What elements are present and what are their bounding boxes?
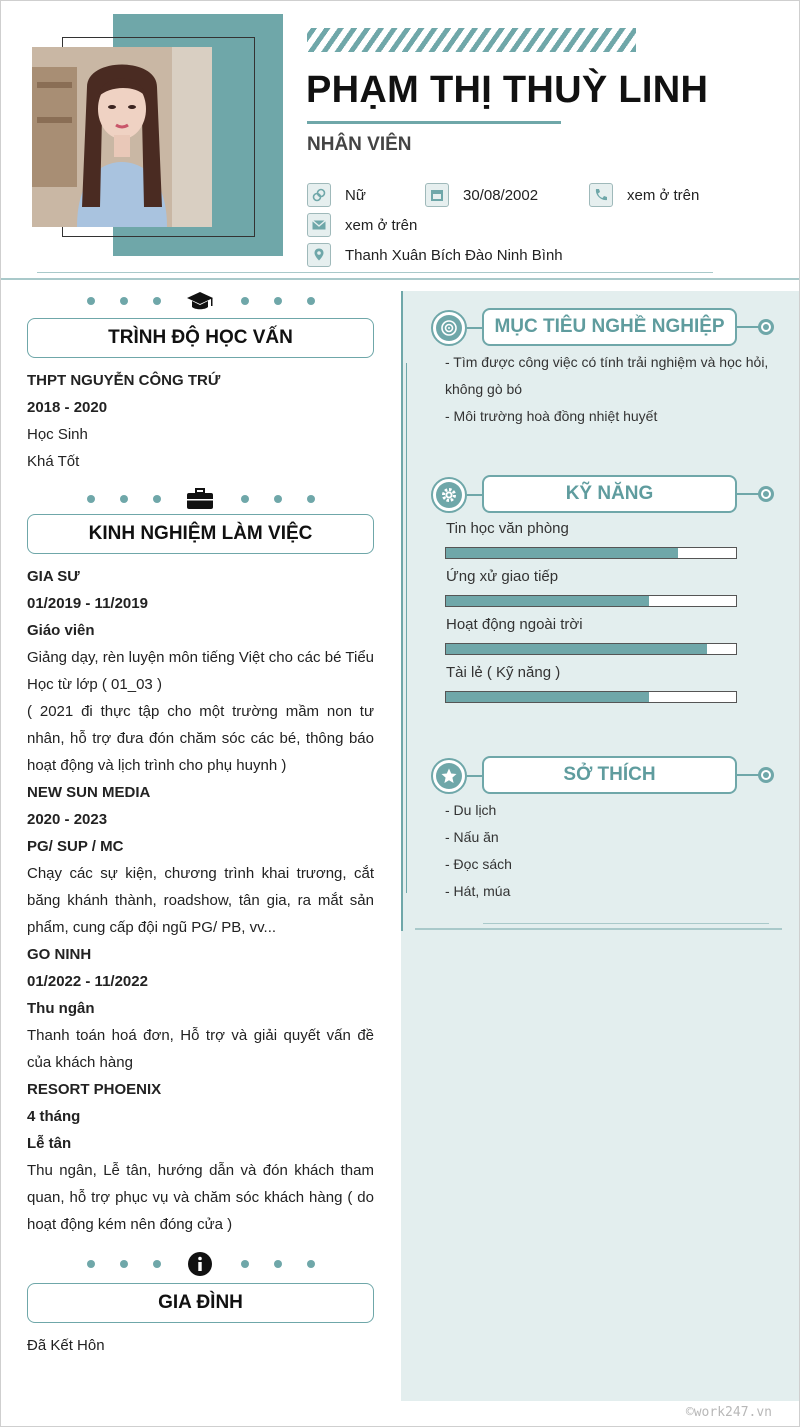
gender-icon	[307, 183, 331, 207]
skill-bar	[445, 643, 737, 655]
job-description: Thu ngân, Lễ tân, hướng dẫn và đón khách tham quan, hỗ trợ phục vụ và chăm sóc khách hàng ( do hoạt động kém nên đóng cửa )	[27, 1162, 374, 1233]
skill-name: Ứng xử giao tiếp	[446, 568, 559, 585]
job-position: Giáo viên	[27, 622, 95, 639]
experience-heading-decor	[81, 487, 321, 511]
skill-bar-fill	[446, 644, 707, 654]
education-period: 2018 - 2020	[27, 399, 108, 416]
address-value: Thanh Xuân Bích Đào Ninh Bình	[345, 246, 563, 264]
star-icon	[431, 758, 467, 794]
job-period: 4 tháng	[27, 1108, 81, 1125]
family-title: GIA ĐÌNH	[27, 1283, 374, 1323]
phone-value: xem ở trên	[627, 186, 700, 204]
header-divider	[1, 278, 800, 280]
hobby-item: - Nấu ăn	[445, 829, 499, 845]
gender-info	[307, 183, 366, 207]
education-role: Học Sinh	[27, 426, 88, 443]
skill-bar	[445, 547, 737, 559]
gear-icon	[431, 477, 467, 513]
decorative-stripes	[307, 28, 636, 52]
family-heading-decor	[81, 1252, 321, 1276]
birthdate-value: 30/08/2002	[463, 186, 539, 204]
location-pin-icon	[307, 243, 331, 267]
skill-bar	[445, 691, 737, 703]
job-period: 01/2022 - 11/2022	[27, 973, 148, 990]
column-divider-thin	[406, 363, 407, 893]
skill-bar	[445, 595, 737, 607]
education-title: TRÌNH ĐỘ HỌC VẤN	[27, 318, 374, 358]
right-divider-thin	[483, 923, 769, 924]
name-underline	[307, 121, 561, 124]
candidate-name: PHẠM THỊ THUỲ LINH	[306, 69, 709, 111]
objective-line: không gò bó	[445, 381, 523, 397]
email-info	[307, 213, 417, 237]
job-description: ( 2021 đi thực tập cho một trường mầm non tư nhân, hỗ trợ đưa đón chăm sóc các bé, thông báo hoạt động và lịch trình cho phụ huynh )	[27, 703, 374, 774]
phone-icon	[589, 183, 613, 207]
profile-photo	[32, 47, 212, 227]
briefcase-icon	[186, 487, 214, 511]
family-status: Đã Kết Hôn	[27, 1337, 105, 1354]
job-position: Thu ngân	[27, 1000, 95, 1017]
hobby-item: - Đọc sách	[445, 856, 512, 872]
objective-line: - Tìm được công việc có tính trải nghiệm và học hỏi,	[445, 354, 769, 370]
email-value: xem ở trên	[345, 216, 418, 234]
right-divider	[415, 928, 782, 930]
company-name: RESORT PHOENIX	[27, 1081, 162, 1098]
skill-bar-fill	[446, 692, 649, 702]
address-info	[307, 243, 563, 267]
education-grade: Khá Tốt	[27, 453, 80, 470]
hobbies-title: SỞ THÍCH	[482, 756, 737, 794]
job-description: Chạy các sự kiện, chương trình khai trương, cắt băng khánh thành, roadshow, tân gia, ra mắt sản phẩm, cung cấp đội ngũ PG/ PB, vv...	[27, 865, 374, 936]
info-icon	[186, 1252, 214, 1276]
graduation-cap-icon	[186, 289, 214, 313]
objective-line: - Môi trường hoà đồng nhiệt huyết	[445, 408, 658, 424]
email-icon	[307, 213, 331, 237]
company-name: GIA SƯ	[27, 568, 80, 585]
job-title: NHÂN VIÊN	[307, 134, 412, 155]
skill-name: Hoạt động ngoài trời	[446, 616, 583, 633]
job-period: 01/2019 - 11/2019	[27, 595, 148, 612]
job-period: 2020 - 2023	[27, 811, 108, 828]
column-divider	[401, 291, 403, 931]
job-position: PG/ SUP / MC	[27, 838, 124, 855]
hobbies-heading	[431, 756, 776, 796]
company-name: NEW SUN MEDIA	[27, 784, 151, 801]
education-heading-decor	[81, 289, 321, 313]
hobby-item: - Du lịch	[445, 802, 497, 818]
job-description: Giảng dạy, rèn luyện môn tiếng Việt cho các bé Tiểu Học từ lớp ( 01_03 )	[27, 649, 374, 693]
skills-title: KỸ NĂNG	[482, 475, 737, 513]
skills-heading	[431, 475, 776, 515]
objective-heading	[431, 308, 776, 348]
gender-value: Nữ	[345, 186, 366, 204]
skill-name: Tin học văn phòng	[446, 520, 569, 537]
birthdate-info	[425, 183, 538, 207]
job-description: Thanh toán hoá đơn, Hỗ trợ và giải quyết vấn đề của khách hàng	[27, 1027, 374, 1071]
calendar-icon	[425, 183, 449, 207]
target-icon	[431, 310, 467, 346]
experience-title: KINH NGHIỆM LÀM VIỆC	[27, 514, 374, 554]
header-divider-thin	[37, 272, 713, 273]
skill-bar-fill	[446, 596, 649, 606]
hobby-item: - Hát, múa	[445, 883, 511, 899]
phone-info	[589, 183, 699, 207]
objective-title: MỤC TIÊU NGHỀ NGHIỆP	[482, 308, 737, 346]
hobbies-list	[445, 797, 512, 905]
school-name: THPT NGUYỄN CÔNG TRỨ	[27, 372, 221, 389]
skill-bar-fill	[446, 548, 678, 558]
job-position: Lễ tân	[27, 1135, 72, 1152]
objective-text	[445, 349, 768, 430]
watermark: ©work247.vn	[685, 1405, 772, 1420]
company-name: GO NINH	[27, 946, 92, 963]
skill-name: Tài lẻ ( Kỹ năng )	[446, 664, 561, 681]
